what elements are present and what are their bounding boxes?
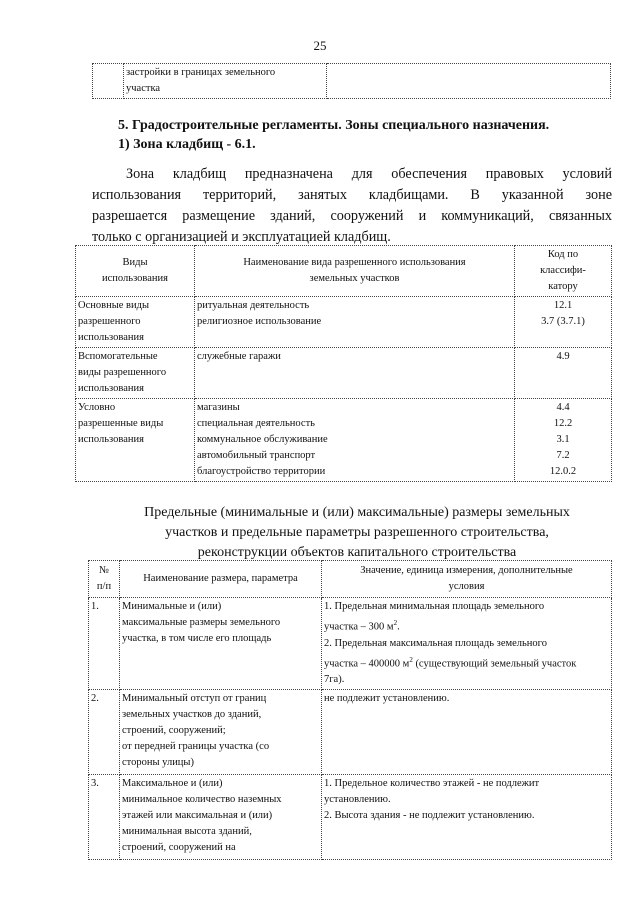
header-line: Код по [547, 249, 579, 260]
paragraph-line: использования территорий, занятых кладбищами. В указанной зоне [92, 187, 612, 203]
row-number-cell [89, 598, 120, 690]
cell-line: от передней границы участка (со [122, 741, 270, 752]
use-name-cell [195, 348, 515, 399]
header-cell [195, 246, 515, 297]
cell-line: разрешенные виды [78, 418, 164, 429]
cell-line: Вспомогательные [78, 351, 158, 362]
cell-line: 3.7 (3.7.1) [541, 316, 585, 327]
cell-text: . [397, 621, 400, 633]
use-code-cell [515, 399, 612, 482]
cell-line: автомобильный транспорт [197, 450, 316, 461]
table-row [89, 598, 612, 690]
page-number: 25 [313, 38, 327, 53]
use-type-cell [76, 348, 195, 399]
cell-line: благоустройство территории [197, 466, 326, 477]
cell-text: (существующий земельный участок [412, 658, 577, 669]
limits-table [88, 560, 612, 860]
header-line: классифи- [540, 265, 586, 276]
zone-title: 1) Зона кладбищ - 6.1. [118, 137, 256, 152]
cell-line: использования [78, 383, 144, 394]
table-row [89, 775, 612, 860]
cell-line: 12.1 [553, 300, 573, 311]
cell-line: строений, сооружений; [122, 725, 226, 736]
cell-line: религиозное использование [197, 316, 322, 327]
cell-line: стороны улицы) [122, 757, 194, 768]
header-cell [515, 246, 612, 297]
cell-line: служебные гаражи [197, 351, 281, 362]
paragraph-line: Зона кладбищ предназначена для обеспечения правовых условий [126, 166, 612, 182]
parameter-value-cell [322, 690, 612, 775]
cell-line: установлению. [324, 794, 391, 805]
cell-line: минимальное количество наземных [122, 794, 282, 805]
row-number: 3. [91, 778, 99, 789]
cell-line: специальная деятельность [197, 418, 315, 429]
header-line: земельных участков [309, 273, 400, 284]
use-code-cell [515, 348, 612, 399]
permitted-uses-table [75, 245, 612, 482]
cell-line: 4.9 [556, 351, 570, 362]
cell-line: 7га). [324, 674, 345, 685]
header-line: использования [102, 273, 168, 284]
cell-line: коммунальное обслуживание [197, 434, 328, 445]
limits-title [92, 503, 622, 563]
header-line: катору [548, 281, 578, 292]
header-line: п/п [96, 581, 112, 592]
parameter-value-cell [322, 775, 612, 860]
table-cell [93, 64, 124, 99]
cell-text: участка – 400000 м [324, 658, 410, 669]
continuation-table [92, 63, 611, 99]
header-line: Значение, единица измерения, дополнительные [360, 565, 573, 576]
table-header-row [89, 561, 612, 598]
header-cell [120, 561, 322, 598]
cell-line: этажей или максимальная и (или) [122, 810, 273, 821]
cell-line: Основные виды [78, 300, 150, 311]
table-row [89, 690, 612, 775]
cell-line: 12.2 [553, 418, 573, 429]
parameter-value-cell [322, 598, 612, 690]
superscript: 2 [393, 619, 398, 627]
header-line: Виды [122, 257, 148, 268]
cell-line: участка [126, 83, 161, 94]
use-type-cell [76, 399, 195, 482]
cell-line: использования [78, 332, 144, 343]
cell-line: 1. Предельная минимальная площадь земельного [324, 601, 545, 612]
parameter-name-cell [120, 598, 322, 690]
title-line: реконструкции объектов капитального строительства [197, 545, 517, 560]
header-line: Наименование размера, параметра [143, 573, 298, 584]
table-cell [124, 64, 327, 99]
cell-line: ритуальная деятельность [197, 300, 310, 311]
cell-line: разрешенного [78, 316, 141, 327]
row-number: 1. [91, 601, 99, 612]
cell-line: не подлежит установлению. [324, 693, 450, 704]
table-cell [327, 64, 611, 99]
cell-text: участка – 300 м [324, 621, 394, 633]
parameter-name-cell [120, 775, 322, 860]
cell-line: строений, сооружений на [122, 842, 236, 853]
zone-description [92, 164, 612, 248]
cell-line: Минимальные и (или) [122, 601, 222, 612]
header-cell [76, 246, 195, 297]
row-number-cell [89, 775, 120, 860]
cell-line: магазины [197, 402, 240, 413]
table-row [76, 297, 612, 348]
header-line: Наименование вида разрешенного использования [243, 257, 466, 268]
cell-line: минимальная высота зданий, [122, 826, 252, 837]
use-code-cell [515, 297, 612, 348]
cell-line [324, 615, 609, 636]
use-name-cell [195, 297, 515, 348]
paragraph-line: разрешается размещение зданий, сооружений и коммуникаций, связанных [92, 208, 612, 224]
cell-line: застройки в границах земельного [126, 67, 276, 78]
title-line: Предельные (минимальные и (или) максимальные) размеры земельных [144, 505, 570, 520]
use-type-cell [76, 297, 195, 348]
superscript: 2 [409, 655, 413, 664]
cell-line: виды разрешенного [78, 367, 167, 378]
cell-line: максимальные размеры земельного [122, 617, 281, 628]
title-line: участков и предельные параметры разрешенного строительства, [165, 525, 549, 540]
cell-line: Минимальный отступ от границ [122, 693, 267, 704]
use-name-cell [195, 399, 515, 482]
header-line: № [98, 565, 110, 576]
table-row [76, 348, 612, 399]
table-header-row [76, 246, 612, 297]
cell-line: участка, в том числе его площадь [122, 633, 272, 644]
cell-line [324, 652, 609, 673]
header-line: условия [448, 581, 485, 592]
cell-line: 1. Предельное количество этажей - не подлежит [324, 778, 540, 789]
paragraph-line: только с организацией и эксплуатацией кладбищ. [92, 229, 391, 245]
row-number: 2. [91, 693, 99, 704]
row-number-cell [89, 690, 120, 775]
parameter-name-cell [120, 690, 322, 775]
cell-line: Условно [78, 402, 116, 413]
cell-line: 7.2 [556, 450, 570, 461]
cell-line: Максимальное и (или) [122, 778, 223, 789]
cell-line: использования [78, 434, 144, 445]
cell-line: 12.0.2 [549, 466, 577, 477]
cell-line: 2. Высота здания - не подлежит установлению. [324, 810, 535, 821]
section-title: 5. Градостроительные регламенты. Зоны специального назначения. [118, 118, 550, 133]
cell-line: 2. Предельная максимальная площадь земельного [324, 637, 547, 649]
cell-line: 4.4 [556, 402, 570, 413]
header-cell [89, 561, 120, 598]
header-cell [322, 561, 612, 598]
cell-line: земельных участков до зданий, [122, 709, 262, 720]
cell-line: 3.1 [556, 434, 570, 445]
table-row [76, 399, 612, 482]
